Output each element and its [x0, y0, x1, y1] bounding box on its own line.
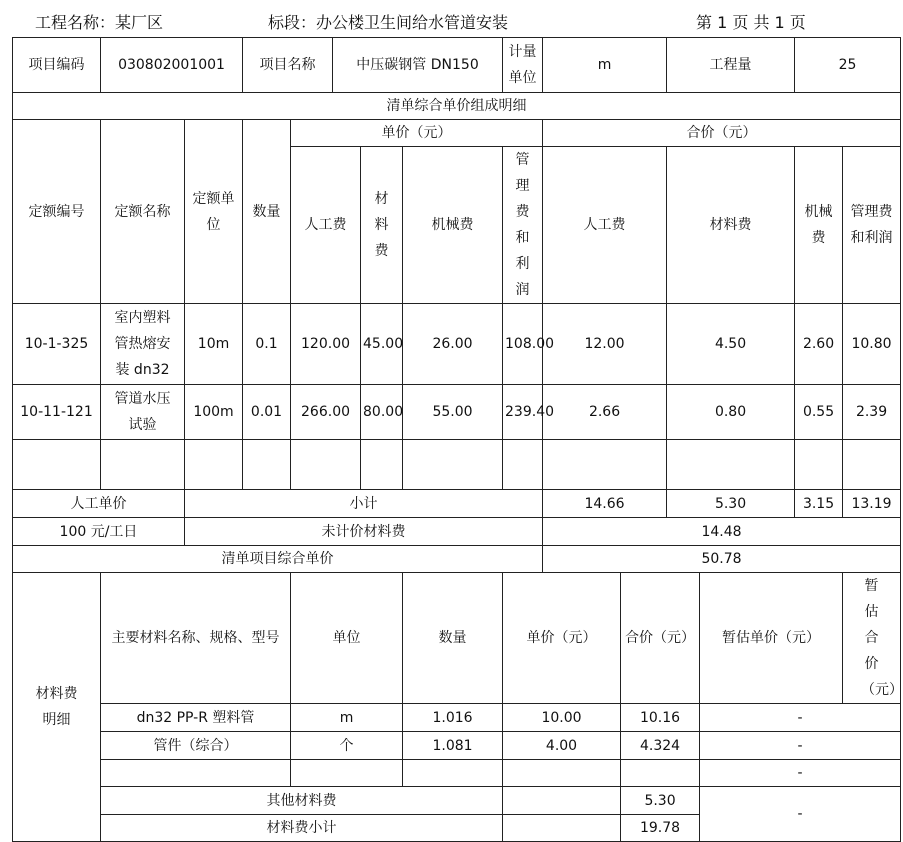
list-item [13, 760, 901, 787]
other-materials-row [13, 787, 901, 815]
col-total-mgmt-profit: 管理费和利润 [843, 147, 901, 304]
blank-row [13, 440, 901, 490]
materials-header-row [13, 573, 901, 704]
mat-col-unit: 单位 [291, 573, 403, 704]
col-total-labor: 人工费 [543, 147, 667, 304]
mat-unit-price: 10.00 [503, 704, 621, 732]
labor-price-label: 人工单价 [13, 490, 185, 518]
page-indicator: 第 1 页 共 1 页 [696, 13, 806, 32]
col-total-price-group: 合价（元） [543, 120, 901, 147]
item-code-label: 项目编码 [13, 38, 101, 93]
row-name: 室内塑料管热熔安装 dn32 [101, 304, 185, 385]
row-mgmt: 239.40 [503, 385, 543, 440]
col-quota-unit: 定额单位 [185, 120, 243, 304]
mat-est-bottom: - [700, 787, 901, 842]
item-code-value: 030802001001 [101, 38, 243, 93]
mat-col-est-unit: 暂估单价（元） [700, 573, 843, 704]
item-name-label: 项目名称 [243, 38, 333, 93]
col-quota-code: 定额编号 [13, 120, 101, 304]
mat-col-est-total: 暂估合价（元） [843, 573, 901, 704]
item-info-row [13, 38, 901, 93]
row-labor: 120.00 [291, 304, 361, 385]
project-name: 工程名称：某厂区 [35, 13, 164, 32]
mat-col-name: 主要材料名称、规格、型号 [101, 573, 291, 704]
table-row [13, 385, 901, 440]
unpriced-label: 未计价材料费 [185, 518, 543, 546]
subtotal-labor: 14.66 [543, 490, 667, 518]
row-unit: 100m [185, 385, 243, 440]
row-total-labor: 2.66 [543, 385, 667, 440]
row-code: 10-11-121 [13, 385, 101, 440]
section-title-row [13, 93, 901, 120]
row-mgmt: 108.00 [503, 304, 543, 385]
header-row-1 [13, 120, 901, 147]
row-total-mgmt: 10.80 [843, 304, 901, 385]
row-material: 80.00 [361, 385, 403, 440]
mat-unit-price: 4.00 [503, 732, 621, 760]
row-total-material: 4.50 [667, 304, 795, 385]
row-machine: 26.00 [403, 304, 503, 385]
section-name: 标段：办公楼卫生间给水管道安装 [268, 13, 509, 32]
row-total-mgmt: 2.39 [843, 385, 901, 440]
mat-qty: 1.081 [403, 732, 503, 760]
row-labor: 266.00 [291, 385, 361, 440]
row-qty: 0.01 [243, 385, 291, 440]
materials-subtotal-value: 19.78 [621, 815, 700, 842]
unpriced-value: 14.48 [543, 518, 901, 546]
mat-est: - [700, 704, 901, 732]
composite-value: 50.78 [543, 546, 901, 573]
row-total-material: 0.80 [667, 385, 795, 440]
section-title: 清单综合单价组成明细 [13, 93, 901, 120]
labor-price-value: 100 元/工日 [13, 518, 185, 546]
mat-col-qty: 数量 [403, 573, 503, 704]
subtotal-row [13, 490, 901, 518]
mat-est: - [700, 732, 901, 760]
subtotal-material: 5.30 [667, 490, 795, 518]
unit-value: m [543, 38, 667, 93]
row-total-machine: 0.55 [795, 385, 843, 440]
unpriced-row [13, 518, 901, 546]
col-total-material: 材料费 [667, 147, 795, 304]
composite-row [13, 546, 901, 573]
item-name-value: 中压碳钢管 DN150 [333, 38, 503, 93]
mat-unit: m [291, 704, 403, 732]
quantity-value: 25 [795, 38, 901, 93]
other-materials-label: 其他材料费 [101, 787, 503, 815]
col-unit-price-group: 单价（元） [291, 120, 543, 147]
row-total-machine: 2.60 [795, 304, 843, 385]
materials-subtotal-label: 材料费小计 [101, 815, 503, 842]
mat-total: 10.16 [621, 704, 700, 732]
mat-total: 4.324 [621, 732, 700, 760]
col-machine: 机械费 [403, 147, 503, 304]
table-row [13, 304, 901, 385]
row-qty: 0.1 [243, 304, 291, 385]
mat-name: dn32 PP-R 塑料管 [101, 704, 291, 732]
row-material: 45.00 [361, 304, 403, 385]
materials-section-label: 材料费明细 [13, 573, 101, 842]
row-code: 10-1-325 [13, 304, 101, 385]
subtotal-mgmt: 13.19 [843, 490, 901, 518]
row-name: 管道水压试验 [101, 385, 185, 440]
col-material: 材料费 [361, 147, 403, 304]
subtotal-label: 小计 [185, 490, 543, 518]
mat-qty: 1.016 [403, 704, 503, 732]
row-total-labor: 12.00 [543, 304, 667, 385]
mat-name: 管件（综合） [101, 732, 291, 760]
row-unit: 10m [185, 304, 243, 385]
col-quota-name: 定额名称 [101, 120, 185, 304]
quantity-label: 工程量 [667, 38, 795, 93]
mat-est: - [700, 760, 901, 787]
unit-label: 计量单位 [503, 38, 543, 93]
row-machine: 55.00 [403, 385, 503, 440]
col-mgmt-profit: 管理费和利润 [503, 147, 543, 304]
composite-label: 清单项目综合单价 [13, 546, 543, 573]
list-item [13, 732, 901, 760]
mat-col-total: 合价（元） [621, 573, 700, 704]
col-quantity: 数量 [243, 120, 291, 304]
list-item [13, 704, 901, 732]
subtotal-machine: 3.15 [795, 490, 843, 518]
col-labor: 人工费 [291, 147, 361, 304]
other-materials-value: 5.30 [621, 787, 700, 815]
mat-col-unit-price: 单价（元） [503, 573, 621, 704]
mat-unit: 个 [291, 732, 403, 760]
col-total-machine: 机械费 [795, 147, 843, 304]
unit-price-analysis-table [12, 37, 901, 842]
page-header [0, 10, 838, 34]
